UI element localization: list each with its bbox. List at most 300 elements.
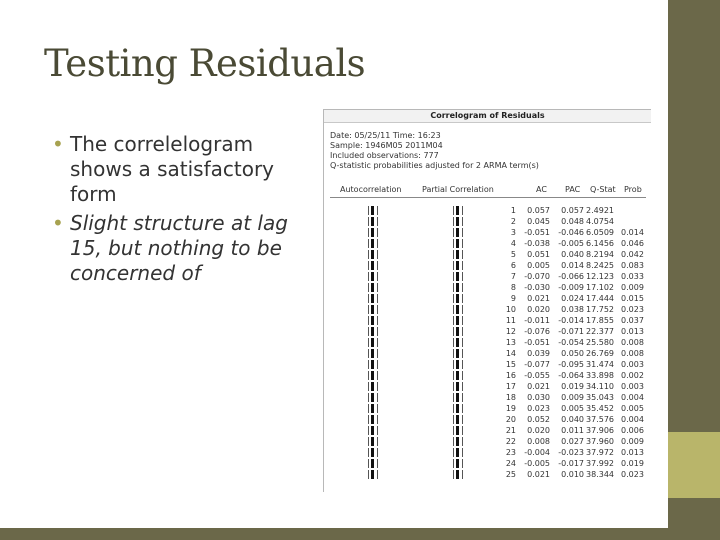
table-row (324, 381, 651, 392)
pac-bound-left (453, 360, 454, 369)
pac-bound-left (453, 382, 454, 391)
ac-bound-left (368, 415, 369, 424)
ac-bound-right (377, 206, 378, 215)
pac-bound-right (462, 371, 463, 380)
pac-bound-left (453, 316, 454, 325)
ac-bound-left (368, 261, 369, 270)
ac-bound-right (377, 272, 378, 281)
pac-bound-left (453, 206, 454, 215)
cell-qstat: 37.992 (586, 459, 614, 468)
cell-lag: 20 (505, 415, 516, 424)
cell-lag: 14 (505, 349, 516, 358)
cell-ac: 0.021 (527, 294, 550, 303)
cell-pac: 0.048 (561, 217, 584, 226)
pac-bound-left (453, 338, 454, 347)
pac-bound-right (462, 250, 463, 259)
cell-lag: 5 (510, 250, 516, 259)
ac-bar (371, 261, 374, 270)
ac-bar (371, 349, 374, 358)
ac-bound-right (377, 327, 378, 336)
cell-qstat: 8.2194 (586, 250, 614, 259)
info-observations: Included observations: 777 (330, 151, 439, 160)
pac-bound-right (462, 283, 463, 292)
cell-lag: 15 (505, 360, 516, 369)
cell-ac: 0.008 (527, 437, 550, 446)
cell-pac: -0.023 (558, 448, 584, 457)
pac-bound-right (462, 316, 463, 325)
cell-prob: 0.013 (621, 448, 644, 457)
ac-bound-right (377, 459, 378, 468)
cell-lag: 11 (505, 316, 516, 325)
header-pac: PAC (565, 185, 581, 194)
ac-bar (371, 217, 374, 226)
ac-bound-right (377, 228, 378, 237)
ac-bound-left (368, 349, 369, 358)
cell-pac: 0.050 (561, 349, 584, 358)
cell-prob: 0.046 (621, 239, 644, 248)
ac-bar (371, 371, 374, 380)
cell-qstat: 37.972 (586, 448, 614, 457)
cell-qstat: 34.110 (586, 382, 614, 391)
cell-pac: 0.040 (561, 250, 584, 259)
pac-bound-right (462, 470, 463, 479)
table-row (324, 348, 651, 359)
pac-bound-right (462, 382, 463, 391)
pac-bound-left (453, 283, 454, 292)
cell-ac: -0.077 (524, 360, 550, 369)
bullet-text: Slight structure at lag 15, but nothing to be concerned of (70, 211, 288, 285)
cell-prob: 0.008 (621, 349, 644, 358)
ac-bound-left (368, 360, 369, 369)
cell-qstat: 37.960 (586, 437, 614, 446)
ac-bar (371, 316, 374, 325)
pac-bar (456, 250, 459, 259)
pac-bar (456, 327, 459, 336)
cell-pac: -0.017 (558, 459, 584, 468)
cell-qstat: 6.0509 (586, 228, 614, 237)
pac-bound-left (453, 217, 454, 226)
ac-bound-left (368, 250, 369, 259)
pac-bound-left (453, 393, 454, 402)
ac-bound-right (377, 283, 378, 292)
ac-bound-left (368, 393, 369, 402)
cell-prob: 0.004 (621, 393, 644, 402)
ac-bar (371, 415, 374, 424)
table-row (324, 469, 651, 480)
table-row (324, 392, 651, 403)
header-divider (330, 197, 646, 198)
pac-bar (456, 206, 459, 215)
table-row (324, 447, 651, 458)
header-autocorrelation: Autocorrelation (340, 185, 402, 194)
cell-lag: 25 (505, 470, 516, 479)
cell-ac: -0.055 (524, 371, 550, 380)
ac-bound-left (368, 371, 369, 380)
ac-bar (371, 305, 374, 314)
cell-qstat: 37.576 (586, 415, 614, 424)
cell-ac: -0.004 (524, 448, 550, 457)
ac-bound-left (368, 305, 369, 314)
table-row (324, 359, 651, 370)
cell-lag: 23 (505, 448, 516, 457)
table-row (324, 304, 651, 315)
cell-lag: 6 (510, 261, 516, 270)
cell-qstat: 12.123 (586, 272, 614, 281)
pac-bound-right (462, 437, 463, 446)
pac-bound-left (453, 448, 454, 457)
ac-bound-left (368, 294, 369, 303)
pac-bound-right (462, 294, 463, 303)
cell-pac: 0.024 (561, 294, 584, 303)
decorative-bottom-corner (668, 498, 720, 540)
pac-bar (456, 459, 459, 468)
ac-bound-right (377, 404, 378, 413)
cell-pac: 0.010 (561, 470, 584, 479)
ac-bound-right (377, 338, 378, 347)
ac-bar (371, 459, 374, 468)
pac-bound-right (462, 217, 463, 226)
pac-bound-right (462, 228, 463, 237)
cell-ac: -0.070 (524, 272, 550, 281)
cell-ac: 0.052 (527, 415, 550, 424)
ac-bound-right (377, 437, 378, 446)
cell-pac: -0.066 (558, 272, 584, 281)
ac-bound-right (377, 349, 378, 358)
table-row (324, 260, 651, 271)
ac-bound-left (368, 437, 369, 446)
cell-lag: 3 (510, 228, 516, 237)
ac-bound-left (368, 228, 369, 237)
cell-pac: 0.057 (561, 206, 584, 215)
ac-bound-right (377, 393, 378, 402)
ac-bound-right (377, 426, 378, 435)
cell-ac: -0.076 (524, 327, 550, 336)
cell-pac: 0.011 (561, 426, 584, 435)
table-row (324, 205, 651, 216)
table-row (324, 337, 651, 348)
pac-bound-right (462, 349, 463, 358)
cell-lag: 24 (505, 459, 516, 468)
cell-pac: 0.005 (561, 404, 584, 413)
pac-bar (456, 239, 459, 248)
cell-lag: 7 (510, 272, 516, 281)
cell-prob: 0.009 (621, 283, 644, 292)
pac-bound-left (453, 294, 454, 303)
ac-bound-right (377, 470, 378, 479)
ac-bound-left (368, 382, 369, 391)
cell-prob: 0.014 (621, 228, 644, 237)
ac-bound-left (368, 470, 369, 479)
pac-bound-left (453, 426, 454, 435)
ac-bound-left (368, 217, 369, 226)
pac-bar (456, 316, 459, 325)
cell-pac: -0.009 (558, 283, 584, 292)
cell-prob: 0.023 (621, 305, 644, 314)
table-row (324, 436, 651, 447)
ac-bound-right (377, 261, 378, 270)
pac-bound-left (453, 228, 454, 237)
bullet-list (52, 132, 320, 290)
decorative-bottom-bar (0, 528, 668, 540)
ac-bound-right (377, 250, 378, 259)
cell-ac: -0.005 (524, 459, 550, 468)
pac-bound-right (462, 206, 463, 215)
ac-bound-right (377, 371, 378, 380)
ac-bar (371, 294, 374, 303)
pac-bound-left (453, 272, 454, 281)
ac-bar (371, 470, 374, 479)
cell-ac: 0.021 (527, 470, 550, 479)
cell-ac: 0.023 (527, 404, 550, 413)
ac-bound-left (368, 239, 369, 248)
cell-lag: 22 (505, 437, 516, 446)
ac-bound-left (368, 272, 369, 281)
pac-bar (456, 338, 459, 347)
cell-lag: 13 (505, 338, 516, 347)
cell-qstat: 17.444 (586, 294, 614, 303)
cell-qstat: 8.2425 (586, 261, 614, 270)
table-row (324, 326, 651, 337)
cell-lag: 1 (510, 206, 516, 215)
ac-bound-left (368, 316, 369, 325)
cell-prob: 0.003 (621, 360, 644, 369)
cell-pac: -0.046 (558, 228, 584, 237)
ac-bound-right (377, 294, 378, 303)
correlogram-panel (323, 109, 651, 492)
cell-lag: 2 (510, 217, 516, 226)
cell-prob: 0.004 (621, 415, 644, 424)
cell-pac: 0.040 (561, 415, 584, 424)
ac-bound-right (377, 217, 378, 226)
decorative-accent-block (668, 432, 720, 498)
ac-bound-right (377, 415, 378, 424)
cell-pac: -0.064 (558, 371, 584, 380)
cell-qstat: 17.102 (586, 283, 614, 292)
cell-qstat: 38.344 (586, 470, 614, 479)
pac-bound-right (462, 327, 463, 336)
pac-bar (456, 426, 459, 435)
slide-title: Testing Residuals (44, 42, 366, 85)
pac-bar (456, 371, 459, 380)
ac-bound-left (368, 404, 369, 413)
cell-pac: -0.054 (558, 338, 584, 347)
cell-qstat: 37.906 (586, 426, 614, 435)
cell-ac: -0.030 (524, 283, 550, 292)
cell-prob: 0.015 (621, 294, 644, 303)
cell-lag: 4 (510, 239, 516, 248)
pac-bound-left (453, 261, 454, 270)
cell-prob: 0.003 (621, 382, 644, 391)
pac-bar (456, 349, 459, 358)
pac-bound-left (453, 371, 454, 380)
pac-bar (456, 261, 459, 270)
pac-bar (456, 283, 459, 292)
pac-bound-left (453, 415, 454, 424)
pac-bound-right (462, 448, 463, 457)
cell-qstat: 17.855 (586, 316, 614, 325)
ac-bar (371, 206, 374, 215)
cell-qstat: 26.769 (586, 349, 614, 358)
cell-lag: 12 (505, 327, 516, 336)
table-row (324, 458, 651, 469)
pac-bar (456, 228, 459, 237)
bullet-dot-icon: • (52, 132, 64, 156)
ac-bound-right (377, 239, 378, 248)
pac-bound-right (462, 239, 463, 248)
pac-bound-left (453, 349, 454, 358)
pac-bar (456, 294, 459, 303)
cell-pac: 0.038 (561, 305, 584, 314)
cell-pac: 0.027 (561, 437, 584, 446)
cell-ac: 0.021 (527, 382, 550, 391)
header-qstat: Q-Stat (590, 185, 616, 194)
cell-qstat: 35.043 (586, 393, 614, 402)
cell-ac: 0.039 (527, 349, 550, 358)
ac-bound-left (368, 283, 369, 292)
cell-lag: 18 (505, 393, 516, 402)
pac-bound-left (453, 404, 454, 413)
ac-bar (371, 426, 374, 435)
cell-prob: 0.019 (621, 459, 644, 468)
table-row (324, 370, 651, 381)
table-row (324, 403, 651, 414)
ac-bar (371, 228, 374, 237)
cell-lag: 16 (505, 371, 516, 380)
cell-prob: 0.006 (621, 426, 644, 435)
cell-pac: -0.071 (558, 327, 584, 336)
bullet-dot-icon: • (52, 211, 64, 235)
cell-pac: -0.005 (558, 239, 584, 248)
cell-prob: 0.002 (621, 371, 644, 380)
pac-bar (456, 404, 459, 413)
cell-ac: -0.038 (524, 239, 550, 248)
pac-bar (456, 272, 459, 281)
pac-bound-left (453, 437, 454, 446)
ac-bound-left (368, 448, 369, 457)
cell-qstat: 25.580 (586, 338, 614, 347)
table-row (324, 238, 651, 249)
table-row (324, 216, 651, 227)
cell-qstat: 35.452 (586, 404, 614, 413)
pac-bound-left (453, 239, 454, 248)
cell-lag: 21 (505, 426, 516, 435)
pac-bar (456, 393, 459, 402)
table-row (324, 271, 651, 282)
cell-pac: 0.019 (561, 382, 584, 391)
cell-lag: 10 (505, 305, 516, 314)
ac-bar (371, 382, 374, 391)
pac-bar (456, 415, 459, 424)
table-row (324, 282, 651, 293)
cell-qstat: 22.377 (586, 327, 614, 336)
pac-bound-left (453, 459, 454, 468)
cell-ac: 0.020 (527, 305, 550, 314)
pac-bound-right (462, 415, 463, 424)
bullet-item (52, 132, 320, 207)
header-prob: Prob (624, 185, 642, 194)
cell-qstat: 6.1456 (586, 239, 614, 248)
ac-bound-left (368, 338, 369, 347)
ac-bar (371, 437, 374, 446)
ac-bar (371, 360, 374, 369)
pac-bar (456, 305, 459, 314)
ac-bound-left (368, 327, 369, 336)
pac-bar (456, 360, 459, 369)
cell-lag: 9 (510, 294, 516, 303)
correlogram-title: Correlogram of Residuals (324, 110, 651, 123)
table-row (324, 425, 651, 436)
cell-qstat: 4.0754 (586, 217, 614, 226)
ac-bar (371, 404, 374, 413)
cell-prob: 0.037 (621, 316, 644, 325)
cell-ac: -0.011 (524, 316, 550, 325)
bullet-item (52, 211, 320, 286)
info-date: Date: 05/25/11 Time: 16:23 (330, 131, 441, 140)
cell-prob: 0.005 (621, 404, 644, 413)
ac-bar (371, 448, 374, 457)
cell-ac: 0.005 (527, 261, 550, 270)
pac-bound-right (462, 426, 463, 435)
pac-bar (456, 448, 459, 457)
cell-pac: -0.095 (558, 360, 584, 369)
cell-prob: 0.013 (621, 327, 644, 336)
ac-bar (371, 250, 374, 259)
cell-qstat: 17.752 (586, 305, 614, 314)
ac-bound-left (368, 206, 369, 215)
pac-bar (456, 437, 459, 446)
cell-ac: 0.057 (527, 206, 550, 215)
ac-bound-right (377, 316, 378, 325)
ac-bar (371, 272, 374, 281)
cell-prob: 0.009 (621, 437, 644, 446)
pac-bound-left (453, 250, 454, 259)
ac-bound-right (377, 360, 378, 369)
ac-bound-left (368, 459, 369, 468)
table-row (324, 315, 651, 326)
cell-qstat: 33.898 (586, 371, 614, 380)
pac-bound-left (453, 470, 454, 479)
cell-ac: -0.051 (524, 338, 550, 347)
pac-bound-right (462, 404, 463, 413)
cell-lag: 19 (505, 404, 516, 413)
cell-ac: 0.045 (527, 217, 550, 226)
cell-pac: -0.014 (558, 316, 584, 325)
info-qstat-note: Q-statistic probabilities adjusted for 2 ARMA term(s) (330, 161, 539, 170)
correlogram-info (330, 131, 539, 171)
ac-bound-left (368, 426, 369, 435)
cell-lag: 8 (510, 283, 516, 292)
pac-bound-right (462, 272, 463, 281)
ac-bar (371, 239, 374, 248)
ac-bound-right (377, 382, 378, 391)
cell-lag: 17 (505, 382, 516, 391)
pac-bar (456, 470, 459, 479)
cell-qstat: 2.4921 (586, 206, 614, 215)
cell-prob: 0.083 (621, 261, 644, 270)
header-ac: AC (536, 185, 547, 194)
cell-ac: 0.020 (527, 426, 550, 435)
table-row (324, 249, 651, 260)
pac-bar (456, 217, 459, 226)
correlogram-rows (324, 205, 651, 480)
ac-bar (371, 393, 374, 402)
pac-bound-right (462, 305, 463, 314)
cell-pac: 0.009 (561, 393, 584, 402)
cell-ac: 0.051 (527, 250, 550, 259)
cell-prob: 0.042 (621, 250, 644, 259)
pac-bound-left (453, 327, 454, 336)
table-row (324, 293, 651, 304)
